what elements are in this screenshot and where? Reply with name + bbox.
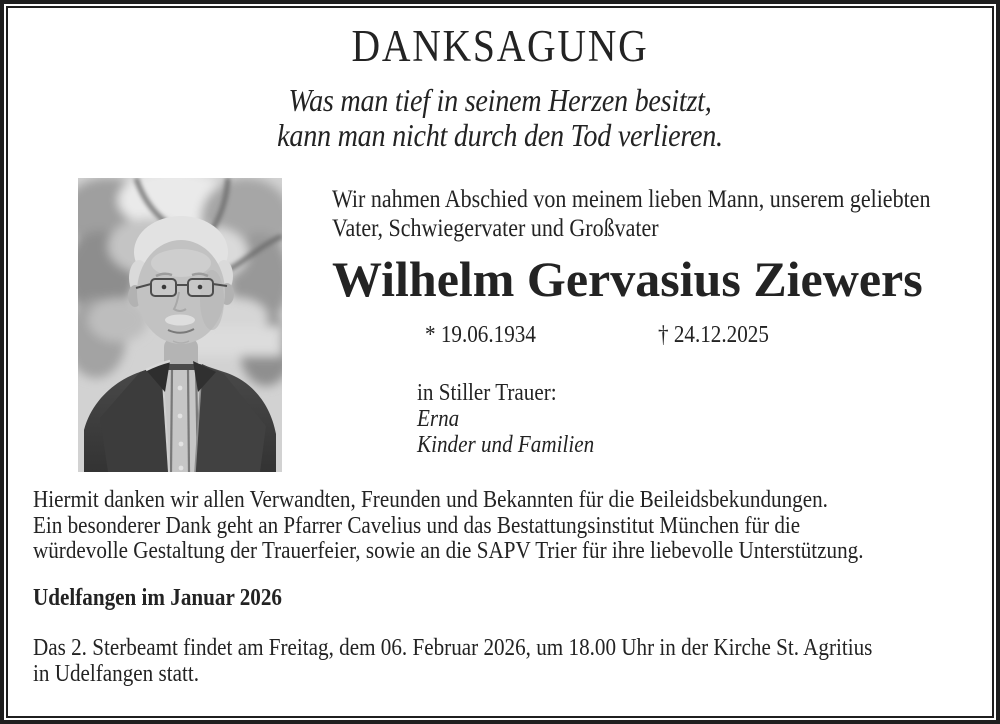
mourners-block (417, 380, 618, 458)
mourner-name: Kinder und Familien (417, 432, 595, 458)
place-date: Udelfangen im Januar 2026 (33, 585, 282, 611)
thanks-line: Ein besonderer Dank geht an Pfarrer Cavelius und das Bestattungsinstitut München für die (33, 512, 801, 539)
thanks-line: Hiermit danken wir allen Verwandten, Freunden und Bekannten für die Beileidsbekundungen. (33, 487, 828, 513)
death-cross-icon: † (658, 322, 669, 348)
portrait-photo (78, 178, 282, 472)
farewell-intro-line: Vater, Schwiegervater und Großvater (332, 215, 659, 242)
farewell-intro-line: Wir nahmen Abschied von meinem lieben Mann, unserem geliebten (332, 186, 931, 213)
death-date (658, 322, 769, 349)
mourner-name: Erna (417, 406, 460, 432)
thanks-paragraph (33, 488, 977, 565)
birth-date-value: 19.06.1934 (440, 322, 536, 348)
farewell-intro (332, 185, 1000, 243)
birth-star-icon: * (425, 322, 436, 348)
service-info-line: in Udelfangen statt. (33, 661, 199, 687)
death-date-value: 24.12.2025 (673, 322, 769, 348)
notice-type-heading: DANKSAGUNG (351, 21, 649, 71)
service-info-line: Das 2. Sterbeamt findet am Freitag, dem 06. Februar 2026, um 18.00 Uhr in der Kirche St. Agritius (33, 635, 873, 661)
deceased-name: Wilhelm Gervasius Ziewers (332, 251, 923, 307)
epitaph-quote (4, 83, 996, 153)
thanks-line: würdevolle Gestaltung der Trauerfeier, sowie an die SAPV Trier für ihre liebevolle Unterstützung. (33, 538, 864, 564)
service-info (33, 635, 987, 687)
epitaph-quote-line: Was man tief in seinem Herzen besitzt, (288, 82, 712, 118)
mourning-label: in Stiller Trauer: (417, 380, 557, 406)
epitaph-quote-line: kann man nicht durch den Tod verlieren. (277, 117, 723, 153)
birth-date (425, 322, 536, 349)
